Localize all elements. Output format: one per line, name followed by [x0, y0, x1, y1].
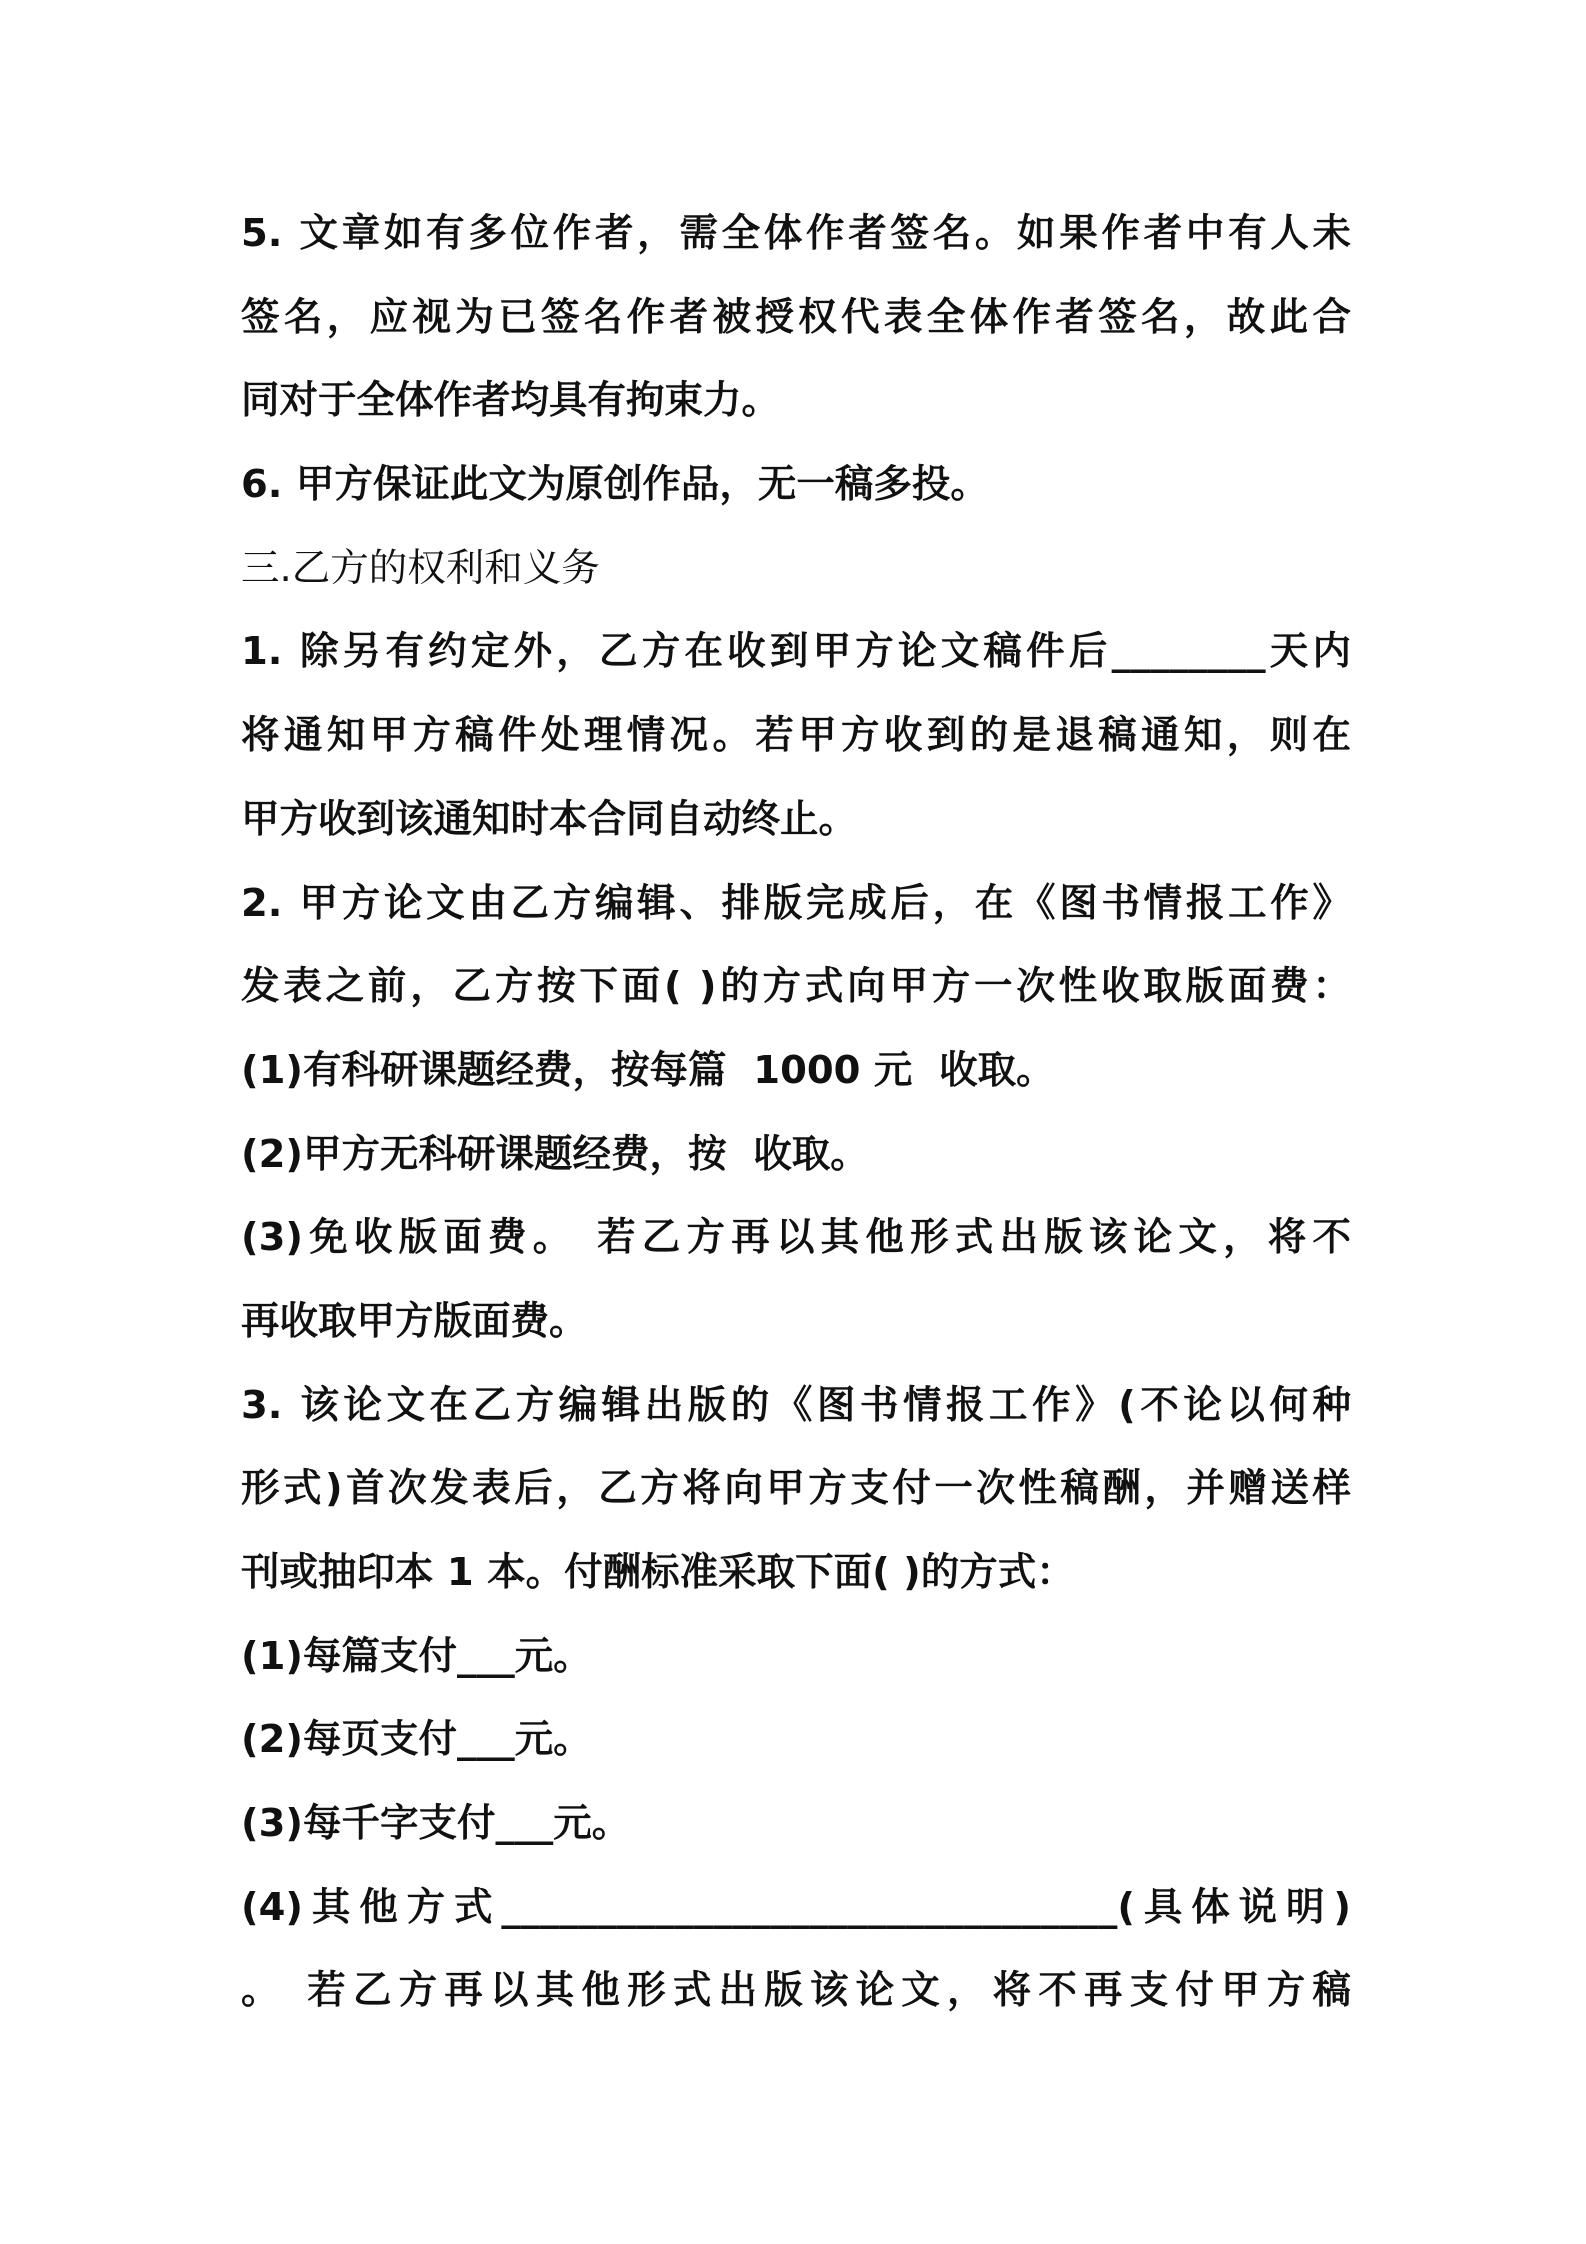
paragraph-line-3-1-3: 甲方收到该通知时本合同自动终止。: [241, 796, 858, 842]
option-line-fee-3-cont: 再收取甲方版面费。: [241, 1298, 588, 1344]
paragraph-line-3-2-1: 2. 甲方论文由乙方编辑、排版完成后，在《图书情报工作》: [241, 880, 1351, 926]
paragraph-line-5-1: 5. 文章如有多位作者，需全体作者签名。如果作者中有人未: [241, 211, 1351, 256]
option-line-fee-2: (2)甲方无科研课题经费，按 收取。: [241, 1131, 869, 1177]
paragraph-line-3-3-3: 刊或抽印本 1 本。付酬标准采取下面( )的方式：: [241, 1550, 1075, 1595]
paragraph-line-final: 。 若乙方再以其他形式出版该论文，将不再支付甲方稿: [241, 1968, 1351, 2014]
document-body: [241, 192, 1351, 2033]
paragraph-line-3-3-1: 3. 该论文在乙方编辑出版的《图书情报工作》(不论以何种: [241, 1382, 1351, 1428]
option-line-fee-3: (3)免收版面费。 若乙方再以其他形式出版该论文，将不: [241, 1215, 1351, 1261]
option-line-pay-1: (1)每篇支付___元。: [241, 1633, 592, 1679]
option-line-fee-1: (1)有科研课题经费，按每篇 1000 元 收取。: [241, 1047, 1055, 1093]
option-line-pay-2: (2)每页支付___元。: [241, 1717, 592, 1763]
paragraph-line-3-1-2: 将通知甲方稿件处理情况。若甲方收到的是退稿通知，则在: [241, 713, 1351, 759]
paragraph-line-3-1-1: 1. 除另有约定外，乙方在收到甲方论文稿件后________天内: [241, 629, 1351, 675]
option-line-pay-4: (4)其他方式________________________________(具体说明): [241, 1884, 1351, 1930]
paragraph-line-5-2: 签名，应视为已签名作者被授权代表全体作者签名，故此合: [241, 294, 1351, 340]
paragraph-line-3-2-2: 发表之前，乙方按下面( )的方式向甲方一次性收取版面费：: [241, 964, 1351, 1010]
paragraph-line-5-3: 同对于全体作者均具有拘束力。: [241, 378, 781, 424]
paragraph-line-6: 6. 甲方保证此文为原创作品，无一稿多投。: [241, 462, 989, 508]
option-line-pay-3: (3)每千字支付___元。: [241, 1801, 631, 1847]
section-heading-3: 三.乙方的权利和义务: [241, 545, 600, 591]
paragraph-line-3-3-2: 形式)首次发表后，乙方将向甲方支付一次性稿酬，并赠送样: [241, 1466, 1351, 1512]
